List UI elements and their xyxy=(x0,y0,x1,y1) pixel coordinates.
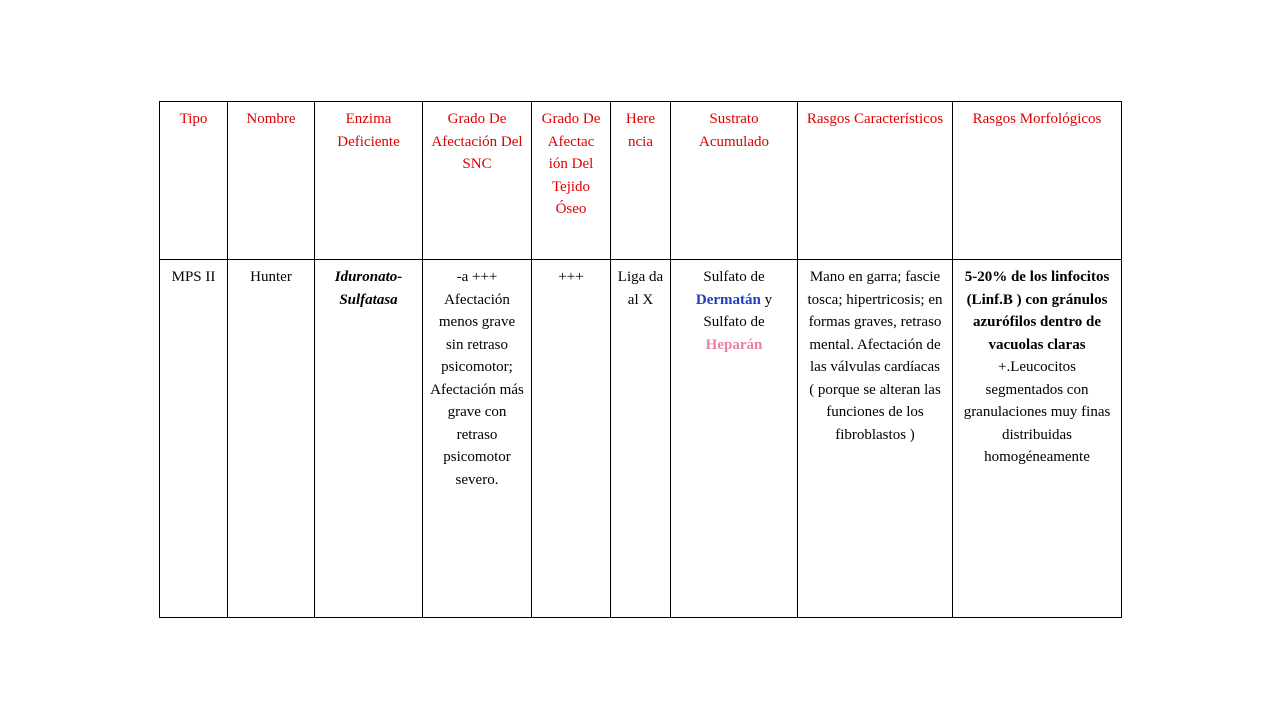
header-snc: Grado De Afectación Del SNC xyxy=(423,102,532,260)
header-rasgos-morfologicos: Rasgos Morfológicos xyxy=(953,102,1122,260)
mps-table xyxy=(159,101,1122,618)
table-row xyxy=(160,260,1122,618)
sustrato-prefix: Sulfato de xyxy=(703,269,765,285)
header-oseo: Grado De Afectac ión Del Tejido Óseo xyxy=(532,102,611,260)
rasgos-morfologicos-bold: 5-20% de los linfocitos (Linf.B ) con gránulos azurófilos dentro de vacuolas claras xyxy=(964,269,1110,353)
header-enzima: Enzima Deficiente xyxy=(315,102,423,260)
rasgos-caracteristicos-part2: Afectación de las válvulas cardíacas xyxy=(810,336,941,375)
sustrato-dermatan: Dermatán xyxy=(695,291,761,308)
cell-enzima: Iduronato-Sulfatasa xyxy=(315,260,423,618)
cell-oseo: +++ xyxy=(532,260,611,618)
cell-rasgos-morfologicos xyxy=(953,260,1122,618)
rasgos-caracteristicos-part3: ( porque se alteran las funciones de los fibroblastos ) xyxy=(809,381,941,443)
rasgos-morfologicos-normal: +.Leucocitos segmentados con granulaciones muy finas distribuidas homogéneamente xyxy=(963,359,1111,465)
cell-nombre: Hunter xyxy=(228,260,315,618)
sustrato-heparan: Heparán xyxy=(705,336,763,353)
header-herencia: Here ncia xyxy=(611,102,671,260)
header-tipo: Tipo xyxy=(160,102,228,260)
header-nombre: Nombre xyxy=(228,102,315,260)
header-row xyxy=(160,102,1122,260)
rasgos-caracteristicos-part1: Mano en garra; fascie tosca; hipertricosis; en formas graves, retraso mental. xyxy=(807,269,943,353)
sustrato-middle: y Sulfato de xyxy=(703,291,773,330)
cell-herencia: Liga da al X xyxy=(611,260,671,618)
header-rasgos-caracteristicos: Rasgos Característicos xyxy=(798,102,953,260)
cell-tipo: MPS II xyxy=(160,260,228,618)
cell-snc: -a +++ Afectación menos grave sin retraso psicomotor; Afectación más grave con retraso psicomotor severo. xyxy=(423,260,532,618)
cell-sustrato xyxy=(671,260,798,618)
cell-rasgos-caracteristicos xyxy=(798,260,953,618)
header-sustrato: Sustrato Acumulado xyxy=(671,102,798,260)
